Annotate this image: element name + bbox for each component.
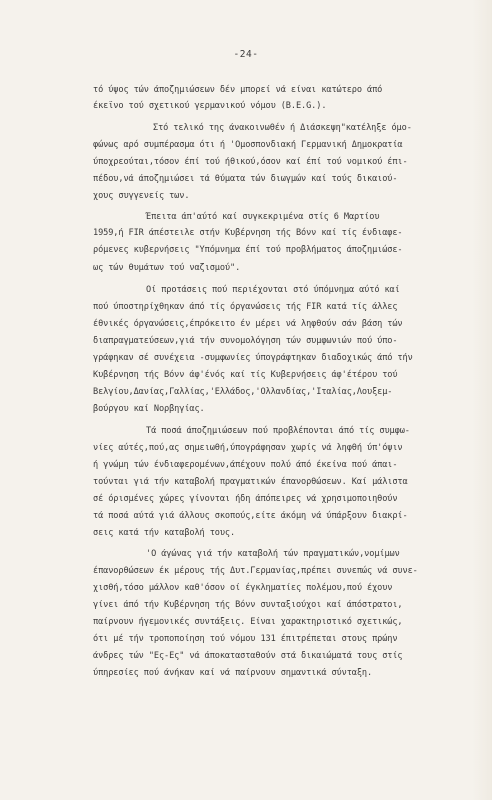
text-line: Έπειτα άπ'αύτό καί συγκεκριμένα στίς 6 Μαρτίου (146, 212, 380, 222)
text-line: γίνει άπό τήν Κυβέρνηση τής Βόνν συνταξιούχοι καί άπόστρατοι, (93, 600, 403, 610)
text-line: έκεϊνο τού σχετικού γερμανικού νόμου (B.E.G.). (93, 101, 327, 111)
text-line: ύποχρεούται,τόσον έπί τού ήθικού,όσον καί έπί τού νομικού έπι- (93, 157, 408, 167)
text-line: έπανορθώσεων έκ μέρους τής Δυτ.Γερμανίας,πρέπει συνεπώς νά συνε- (93, 566, 418, 576)
text-line: χισθή,τόσο μάλλον καθ'όσον οί έγκληματίες πολέμου,πού έχουν (93, 583, 393, 593)
text-line: έθνικές όργανώσεις,έπρόκειτο έν μέρει νά ληφθούν σάν βάση τών (93, 319, 403, 329)
text-line: τούνται γιά τήν καταβολή πραγματικών έπανορθώσεων. Καί μάλιστα (93, 477, 408, 487)
text-line: πέδου,νά άποζημιώσει τά θύματα τών διωγμών καί τούς δικαιού- (93, 174, 398, 184)
text-line: νίες αύτές,πού,ας σημειωθή,ύπογράφησαν χωρίς νά ληφθή ύπ'όψιν (93, 443, 403, 453)
text-line: σεις κατά τήν καταβολή τους. (93, 528, 236, 538)
text-line: διαπραγματεύσεων,γιά τήν συνομολόγηση τών συμφωνιών πού ύπο- (93, 336, 398, 346)
paper-edge-shadow (472, 0, 492, 800)
text-line: Οί προτάσεις πού περιέχονται στό ύπόμνημα αύτό καί (146, 285, 400, 295)
text-line: πού ύποστηρίχθηκαν άπό τίς όργανώσεις τής FIR κατά τίς άλλες (93, 302, 398, 312)
text-line: Στό τελικό της άνακοινωθέν ή Διάσκεψη"κατέληξε όμο- (153, 123, 412, 133)
text-line: 1959,ή FIR άπέστειλε στήν Κυβέρνηση τής Βόνν καί τίς ένδιαφε- (93, 228, 403, 238)
text-line: ή γνώμη τών ένδιαφερομένων,άπέχουν πολύ άπό έκείνα πού άπαι- (93, 460, 398, 470)
text-line: ύπηρεσίες πού άνήκαν καί νά παίρνουν σημαντικά σύνταξη. (93, 668, 373, 678)
text-line: σέ όρισμένες χώρες γίνονται ήδη άπόπειρες νά χρησιμοποιηθούν (93, 494, 398, 504)
text-line: ρόμενες κυβερνήσεις "Υπόμνημα έπί τού προβλήματος άποζημιώσε- (93, 245, 403, 255)
text-line: βούργου καί Νορβηγίας. (93, 404, 205, 414)
text-line: ότι μέ τήν τροποποίηση τού νόμου 131 έπιτρέπεται στους πρώην (93, 634, 398, 644)
text-line: ως τών θυμάτων τού ναζισμού". (93, 263, 241, 273)
text-line: τά ποσά αύτά γιά άλλους σκοπούς,είτε άκόμη νά ύπάρξουν διακρί- (93, 511, 408, 521)
text-line: γράφηκαν σέ συνέχεια -συμφωνίες ύπογράφτηκαν διαδοχικώς άπό τήν (93, 353, 413, 363)
text-line: 'Ο άγώνας γιά τήν καταβολή τών πραγματικών,νομίμων (146, 549, 400, 559)
text-line: φώνως αρό συμπέρασμα ότι ή 'Ομοσπονδιακή Γερμανική Δημοκρατία (93, 140, 403, 150)
page-number: -24- (233, 49, 259, 60)
text-line: άνδρες τών "Ες-Ες" νά άποκατασταθούν στά δικαιώματά τους στίς (93, 651, 403, 661)
text-line: Τά ποσά άποζημιώσεων πού προβλέπονται άπό τίς συμφω- (146, 426, 410, 436)
text-line: Βελγίου,Δανίας,Γαλλίας,'Ελλάδος,'Ολλανδίας,'Ιταλίας,Λουξεμ- (93, 387, 393, 397)
text-line: Κυβέρνηση τής Βόνν άφ'ένός καί τίς Κυβερνήσεις άφ'έτέρου τού (93, 370, 398, 380)
text-line: παίρνουν ήγεμονικές συντάξεις. Είναι χαρακτηριστικό σχετικώς, (93, 617, 403, 627)
text-line: χους συγγενείς των. (93, 191, 190, 201)
text-line: τό ύψος τών άποζημιώσεων δέν μπορεί νά είναι κατώτερο άπό (93, 85, 383, 95)
